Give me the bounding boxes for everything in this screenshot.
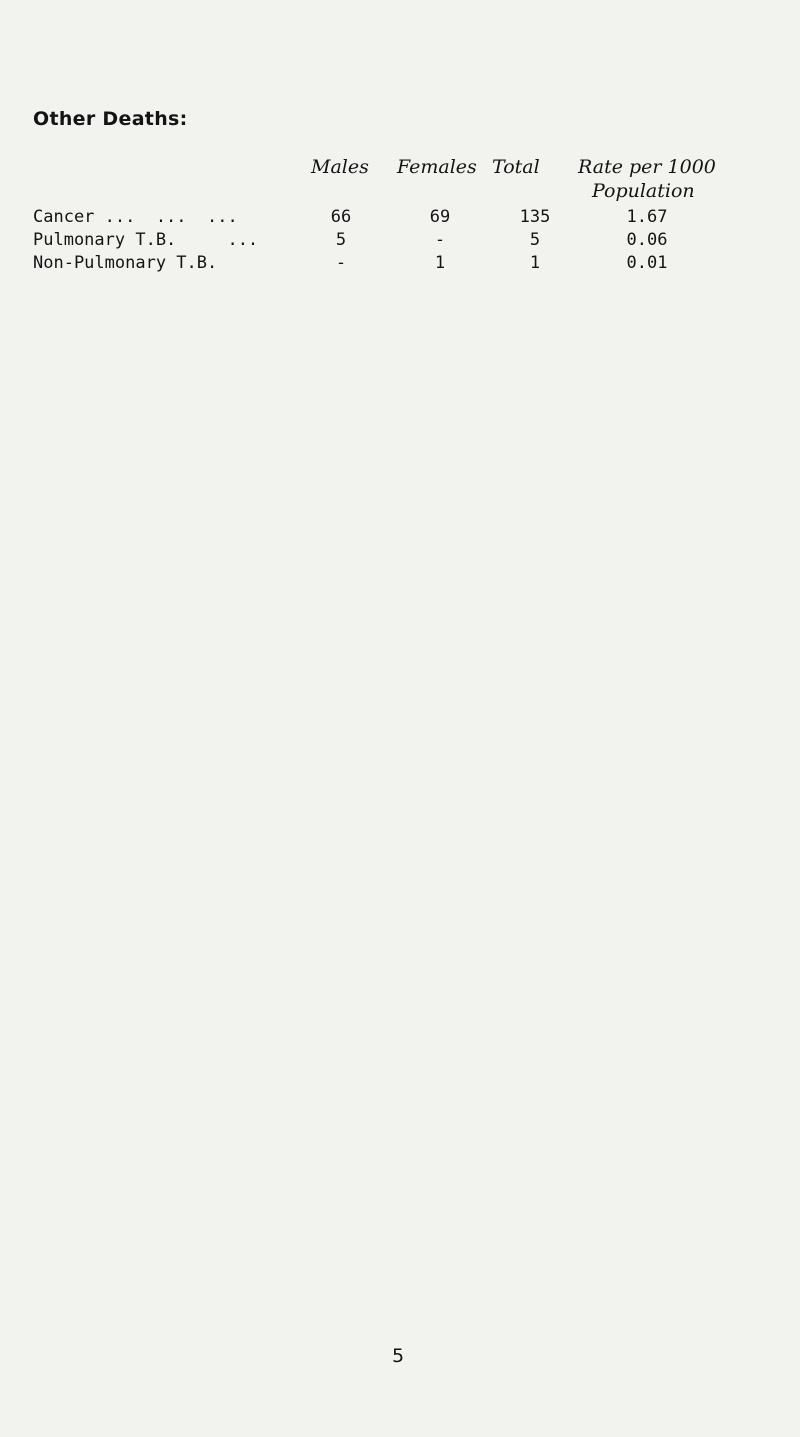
cell-total: 5 [529, 230, 541, 250]
row-label: Non-Pulmonary T.B. [33, 253, 218, 273]
cell-rate: 1.67 [626, 207, 668, 227]
cell-females: 69 [429, 207, 451, 227]
cell-males: 66 [330, 207, 352, 227]
cell-rate: 0.01 [626, 253, 668, 273]
cell-males: - [335, 253, 347, 273]
header-total: Total [492, 156, 540, 178]
header-population: Population [592, 180, 695, 202]
section-title: Other Deaths: [33, 108, 188, 130]
cell-total: 135 [519, 207, 551, 227]
header-males: Males [311, 156, 369, 178]
cell-rate: 0.06 [626, 230, 668, 250]
cell-males: 5 [335, 230, 347, 250]
row-label: Pulmonary T.B. ... [33, 230, 259, 250]
page-number: 5 [392, 1345, 405, 1367]
row-label: Cancer ... ... ... [33, 207, 238, 227]
header-rate: Rate per 1000 [578, 156, 716, 178]
cell-total: 1 [529, 253, 541, 273]
header-females: Females [397, 156, 477, 178]
cell-females: - [434, 230, 446, 250]
cell-females: 1 [434, 253, 446, 273]
